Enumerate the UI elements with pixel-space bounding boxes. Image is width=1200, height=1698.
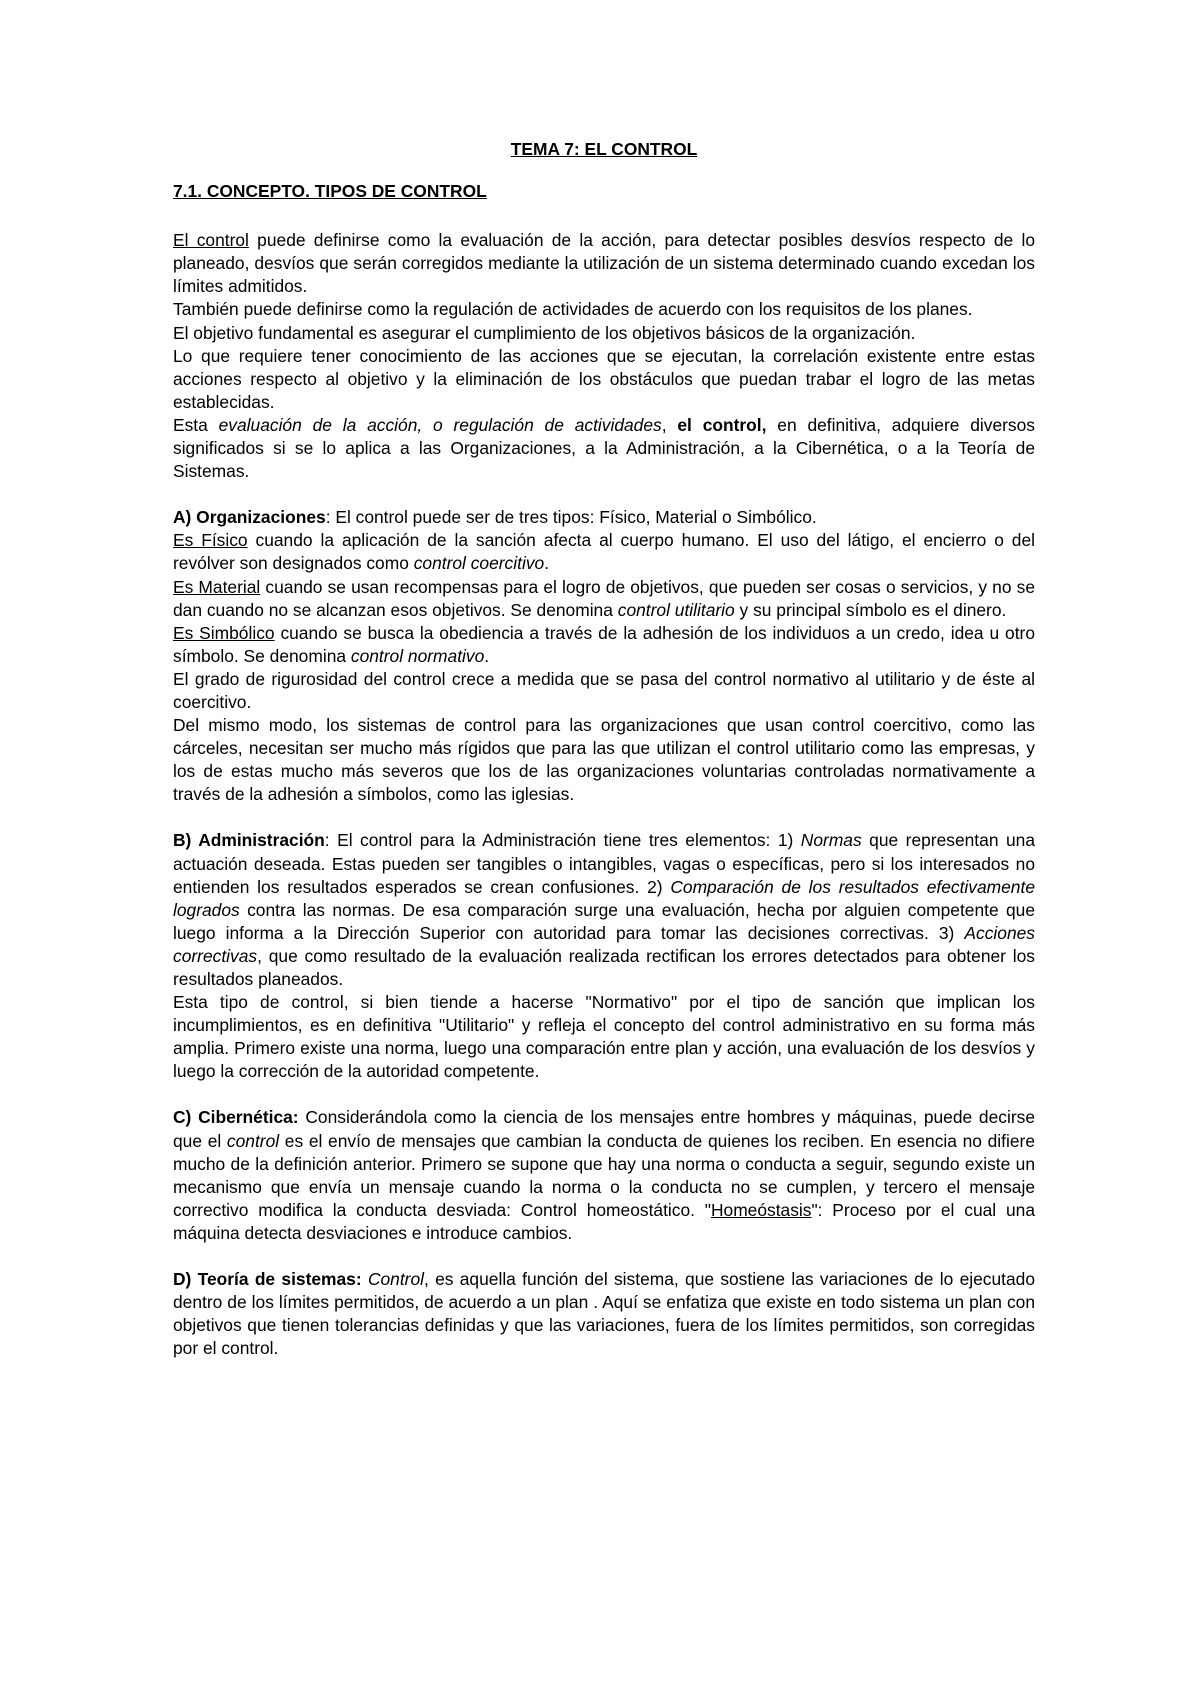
- ciber-b: es el envío de mensajes que cambian la conducta de quienes los reciben. En esencia no difiere mucho de la definición anterior. Primero se supone que hay una norma o conducta a seguir, segundo existe un mecanismo que envía un mensaje cuando la norma o la conducta no se cumplen, y tercero el mensaje correctivo modifica la conducta desviada: Control homeostático. ": [173, 1130, 1035, 1220]
- ciber-a: Considerándola como la ciencia de los mensajes entre hombres y máquinas, puede decirse que el: [173, 1107, 1035, 1151]
- admin-normas: Normas: [800, 830, 862, 851]
- orgs-intro: [173, 506, 1035, 529]
- document-page: [173, 138, 1035, 1360]
- el-control-term: El control: [173, 230, 249, 251]
- admin-a: : El control para la Administración tiene tres elementos: 1): [324, 830, 801, 851]
- material-b: y su principal símbolo es el dinero.: [734, 599, 1007, 620]
- material-italic: control utilitario: [617, 599, 735, 620]
- section-heading: 7.1. CONCEPTO. TIPOS DE CONTROL: [173, 181, 487, 202]
- admin-heading: B) Administración: [173, 830, 325, 851]
- intro-p5-a: Esta: [173, 414, 219, 435]
- intro-paragraph-2: También puede definirse como la regulación de actividades de acuerdo con los requisitos de los planes.: [173, 299, 973, 320]
- material-label: Es Material: [173, 576, 261, 597]
- orgs-heading: A) Organizaciones: [173, 507, 326, 528]
- admin-acciones: Acciones correctivas: [173, 922, 1035, 966]
- fisico-italic: control coercitivo: [413, 553, 545, 574]
- fisico-a: cuando la aplicación de la sanción afecta al cuerpo humano. El uso del látigo, el encierro o del revólver son designados como: [173, 530, 1035, 574]
- admin-b: que representan una actuación deseada. Estas pueden ser tangibles o intangibles, vagas o específicas, pero si los interesados no entienden los resultados esperados se crean confusiones. 2): [173, 830, 1035, 897]
- ciber-control-italic: control: [226, 1130, 280, 1151]
- fisico-b: .: [544, 553, 550, 574]
- admin-d: , que como resultado de la evaluación realizada rectifican los errores detectados para obtener los resultados planeados.: [173, 945, 1035, 989]
- ciber-paragraph: [173, 1106, 1035, 1245]
- admin-paragraph-1: [173, 829, 1035, 991]
- intro-p5-italic: evaluación de la acción, o regulación de actividades: [218, 414, 662, 435]
- intro-p5-bold: el control,: [677, 414, 767, 435]
- fisico-label: Es Físico: [173, 530, 248, 551]
- orgs-fisico: [173, 529, 1035, 575]
- ciber-c: ": Proceso por el cual una máquina detecta desviaciones e introduce cambios.: [173, 1199, 1035, 1243]
- sist-a: , es aquella función del sistema, que sostiene las variaciones de lo ejecutado dentro de los límites permitidos, de acuerdo a un plan . Aquí se enfatiza que existe en todo sistema un plan con objetivos que tienen tolerancias definidas y que las variaciones, fuera de los límites permitidos, son corregidas por el control.: [173, 1269, 1035, 1359]
- orgs-material: [173, 576, 1035, 622]
- ciber-heading: C) Cibernética:: [173, 1107, 299, 1128]
- intro-paragraph-3: El objetivo fundamental es asegurar el cumplimiento de los objetivos básicos de la organización.: [173, 322, 916, 343]
- document-title: TEMA 7: EL CONTROL: [510, 139, 698, 159]
- intro-paragraph-1: [173, 229, 1035, 298]
- homeostasis-term: Homeóstasis: [710, 1199, 812, 1220]
- orgs-simbolico: [173, 622, 1035, 668]
- sist-control-italic: Control: [367, 1269, 424, 1290]
- simbolico-label: Es Simbólico: [173, 622, 275, 643]
- intro-paragraph-5: [173, 414, 1035, 483]
- sist-heading: D) Teoría de sistemas:: [173, 1269, 362, 1290]
- admin-comparacion: Comparación de los resultados efectivamente logrados: [173, 876, 1035, 920]
- simbolico-a: cuando se busca la obediencia a través de la adhesión de los individuos a un credo, idea u otro símbolo. Se denomina: [173, 622, 1035, 666]
- simbolico-b: .: [484, 645, 490, 666]
- intro-p5-c: en definitiva, adquiere diversos significados si se lo aplica a las Organizaciones, a la Administración, a la Cibernética, o a la Teoría de Sistemas.: [173, 414, 1035, 482]
- simbolico-italic: control normativo: [350, 645, 485, 666]
- material-a: cuando se usan recompensas para el logro de objetivos, que pueden ser cosas o servicios, y no se dan cuando no se alcanzan esos objetivos. Se denomina: [173, 576, 1036, 620]
- sist-paragraph: [173, 1268, 1035, 1360]
- admin-paragraph-2: Esta tipo de control, si bien tiende a hacerse "Normativo" por el tipo de sanción que implican los incumplimientos, es en definitiva "Utilitario" y refleja el concepto del control administrativo en su forma más amplia. Primero existe una norma, luego una comparación entre plan y acción, una evaluación de los desvíos y luego la corrección de la autoridad competente.: [173, 992, 1035, 1082]
- intro-p1-text: puede definirse como la evaluación de la acción, para detectar posibles desvíos respecto de lo planeado, desvíos que serán corregidos mediante la utilización de un sistema determinado cuando excedan los límites admitidos.: [173, 230, 1035, 297]
- orgs-modo: Del mismo modo, los sistemas de control para las organizaciones que usan control coercitivo, como las cárceles, necesitan ser mucho más rígidos que para las que utilizan el control utilitario como las empresas, y los de estas mucho más severos que los de las organizaciones voluntarias controladas normativamente a través de la adhesión a símbolos, como las iglesias.: [173, 715, 1035, 805]
- admin-c: contra las normas. De esa comparación surge una evaluación, hecha por alguien competente que luego informa a la Dirección Superior con autoridad para tomar las decisiones correctivas. 3): [173, 899, 1035, 943]
- orgs-intro-text: : El control puede ser de tres tipos: Físico, Material o Simbólico.: [325, 507, 817, 528]
- orgs-grado: El grado de rigurosidad del control crece a medida que se pasa del control normativo al utilitario y de éste al coercitivo.: [173, 668, 1035, 712]
- intro-p5-b: ,: [661, 414, 678, 435]
- intro-paragraph-4: Lo que requiere tener conocimiento de las acciones que se ejecutan, la correlación existente entre estas acciones respecto al objetivo y la eliminación de los obstáculos que puedan trabar el logro de las metas establecidas.: [173, 345, 1035, 412]
